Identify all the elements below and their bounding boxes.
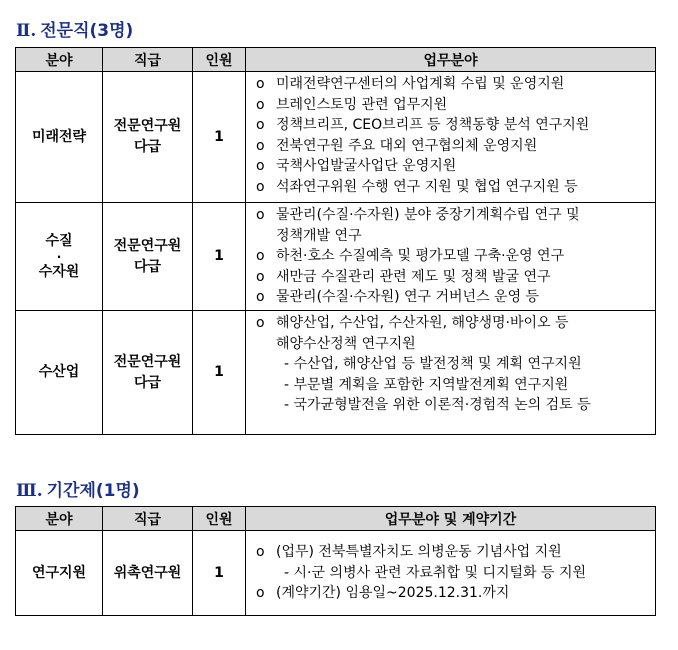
header-field: 분야 — [16, 507, 103, 531]
bullet-item — [256, 313, 651, 334]
bullet-text: 물관리(수질·수자원) 연구 거버넌스 운영 등 — [276, 289, 540, 305]
bullet-text: 브레인스토밍 관련 업무지원 — [276, 96, 448, 113]
bullet-marker: o — [256, 178, 265, 195]
field-separator: · — [56, 249, 62, 264]
continuation-line: 정책개발 연구 — [276, 227, 362, 244]
section-3-table — [15, 506, 656, 616]
sub-item: - 시·군 의병사 관련 자료취합 및 디지털화 등 지원 — [284, 564, 587, 581]
bullet-item — [256, 267, 651, 288]
duties-cell — [246, 72, 656, 203]
table-header-row — [16, 507, 656, 531]
bullet-text: 국책사업발굴사업단 운영지원 — [276, 158, 457, 174]
header-grade: 직급 — [103, 507, 193, 531]
bullet-text: 전북연구원 주요 대외 연구협의체 운영지원 — [276, 137, 538, 154]
bullet-item — [256, 542, 651, 563]
bullet-marker: o — [256, 117, 265, 133]
grade-label: 전문연구원 — [113, 118, 182, 134]
count-cell: 1 — [193, 531, 246, 616]
field-cell — [16, 203, 103, 311]
bullet-text: 물관리(수질·수자원) 분야 중장기계획수립 연구 및 — [276, 207, 580, 223]
bullet-marker: o — [256, 76, 265, 92]
duties-cell — [246, 311, 656, 435]
section-2-heading: 전문직(3명) — [40, 21, 134, 41]
header-duties: 업무분야 — [246, 48, 656, 72]
bullet-marker: o — [256, 585, 265, 602]
bullet-item — [256, 205, 651, 226]
bullet-item — [256, 287, 651, 308]
bullet-marker: o — [256, 289, 265, 305]
field-label: 미래전략 — [31, 128, 87, 145]
grade-label: 전문연구원 — [113, 237, 182, 254]
bullet-text: 해양산업, 수산업, 수산자원, 해양생명·바이오 등 — [276, 315, 569, 331]
field-cell: 수산업 — [16, 311, 103, 435]
grade-cell — [103, 311, 193, 435]
header-grade: 직급 — [103, 48, 193, 72]
grade-level: 다급 — [133, 374, 162, 391]
continuation-line: 해양수산정책 연구지원 — [276, 335, 416, 352]
bullet-text: 하천·호소 수질예측 및 평가모델 구축·운영 연구 — [276, 248, 565, 264]
bullet-item — [256, 583, 651, 604]
section-2-table — [15, 47, 656, 435]
section-3-title — [16, 476, 140, 501]
bullet-item — [256, 246, 651, 267]
bullet-item — [256, 74, 651, 95]
bullet-marker: o — [256, 158, 265, 174]
field-label-2: 수자원 — [38, 263, 80, 280]
sub-item: - 수산업, 해양산업 등 발전정책 및 계획 연구지원 — [284, 356, 582, 372]
bullet-marker: o — [256, 315, 265, 331]
field-label-1: 수질 — [45, 232, 73, 249]
bullet-marker: o — [256, 544, 265, 561]
bullet-text: 석좌연구위원 수행 연구 지원 및 협업 연구지원 등 — [276, 178, 578, 195]
count-cell: 1 — [193, 72, 246, 203]
header-count: 인원 — [193, 48, 246, 72]
table-row-research-support — [16, 531, 656, 616]
table-header-row — [16, 48, 656, 72]
bullet-item — [256, 177, 651, 198]
grade-cell: 위촉연구원 — [103, 531, 193, 616]
table-row-fisheries — [16, 311, 656, 435]
grade-cell — [103, 72, 193, 203]
bullet-marker: o — [256, 268, 265, 285]
bullet-marker: o — [256, 207, 265, 223]
grade-label: 전문연구원 — [113, 353, 182, 370]
bullet-item — [256, 136, 651, 157]
sub-item: - 국가균형발전을 위한 이론적·경험적 논의 검토 등 — [284, 397, 591, 413]
bullet-item — [256, 115, 651, 136]
bullet-text: 정책브리프, CEO브리프 등 정책동향 분석 연구지원 — [276, 117, 590, 133]
bullet-text: (업무) 전북특별자치도 의병운동 기념사업 지원 — [276, 544, 562, 561]
bullet-text: 미래전략연구센터의 사업계획 수립 및 운영지원 — [276, 76, 565, 92]
section-3-heading: 기간제(1명) — [46, 481, 140, 501]
bullet-text: (계약기간) 임용일~2025.12.31.까지 — [276, 585, 510, 602]
grade-cell — [103, 203, 193, 311]
duties-cell — [246, 203, 656, 311]
count-cell: 1 — [193, 203, 246, 311]
section-3-number: Ⅲ. — [16, 481, 43, 501]
grade-level: 다급 — [133, 258, 162, 275]
section-2-number: Ⅱ. — [16, 21, 37, 41]
bullet-marker: o — [256, 137, 265, 154]
duties-cell — [246, 531, 656, 616]
bullet-item — [256, 156, 651, 177]
field-cell — [16, 72, 103, 203]
bullet-marker: o — [256, 248, 265, 264]
field-cell: 연구지원 — [16, 531, 103, 616]
grade-level: 다급 — [133, 139, 162, 155]
bullet-text: 새만금 수질관리 관련 제도 및 정책 발굴 연구 — [276, 268, 551, 285]
table-row-future-strategy — [16, 72, 656, 203]
header-count: 인원 — [193, 507, 246, 531]
bullet-marker: o — [256, 96, 265, 113]
sub-item: - 부문별 계획을 포함한 지역발전계획 연구지원 — [284, 376, 569, 393]
table-row-water — [16, 203, 656, 311]
header-duties-contract: 업무분야 및 계약기간 — [246, 507, 656, 531]
header-field: 분야 — [16, 48, 103, 72]
section-2-title — [16, 16, 133, 41]
count-cell: 1 — [193, 311, 246, 435]
bullet-item — [256, 95, 651, 116]
